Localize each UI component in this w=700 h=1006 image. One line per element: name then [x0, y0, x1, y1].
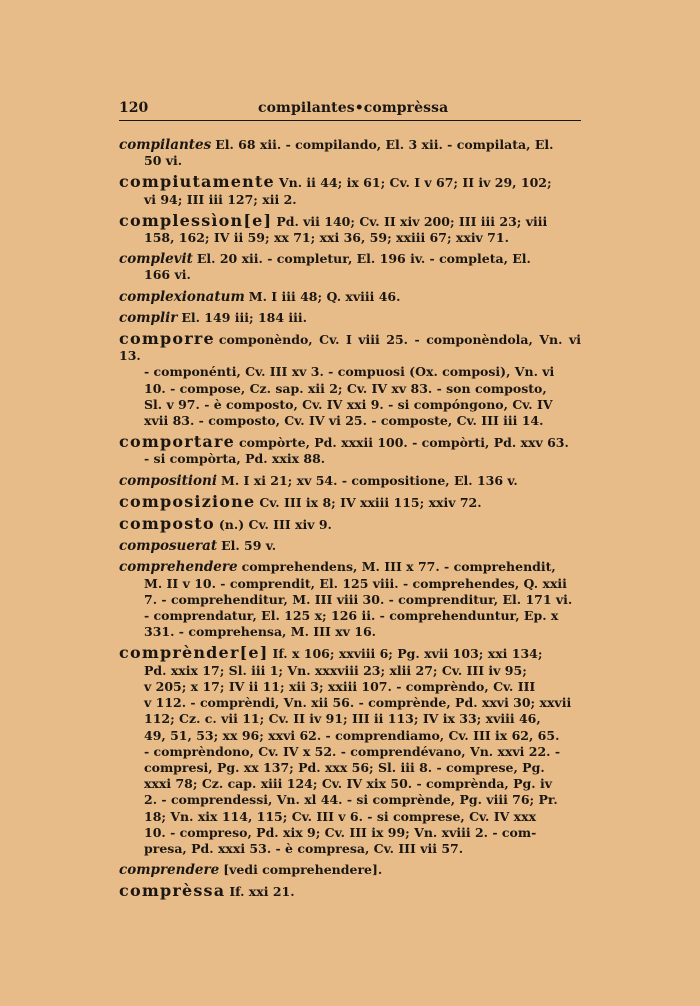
- entry-first-line: [119, 137, 581, 153]
- entry-text: compresi, Pg. xx 137; Pd. xxx 56; Sl. iii 8. - comprese, Pg.: [144, 759, 545, 775]
- entry-continuation-line: [144, 841, 581, 857]
- entry-continuation-line: [144, 230, 581, 246]
- entry-first-line: [119, 251, 581, 267]
- entry-continuation-line: [144, 695, 581, 711]
- entry-text: v 205; x 17; IV ii 11; xii 3; xxiii 107. - comprèndo, Cv. III: [144, 678, 536, 694]
- dictionary-entries: [119, 137, 581, 901]
- dictionary-entry: [119, 516, 581, 533]
- entry-text: [vedi comprehendere].: [223, 862, 383, 878]
- entry-headword: comprèssa: [119, 881, 226, 901]
- dictionary-entry: [119, 251, 581, 283]
- entry-text: v 112. - comprèndi, Vn. xii 56. - comprènde, Pd. xxvi 30; xxvii: [144, 695, 572, 711]
- entry-headword: complevit: [119, 251, 193, 268]
- entry-first-line: [119, 538, 581, 554]
- entry-text: 158, 162; IV ii 59; xx 71; xxi 36, 59; xxiii 67; xxiv 71.: [144, 230, 509, 246]
- entry-headword: comportare: [119, 432, 235, 452]
- page-header: [119, 98, 581, 121]
- entry-continuation-line: [144, 760, 581, 776]
- entry-text: (n.) Cv. III xiv 9.: [218, 517, 332, 533]
- entry-continuation-line: [144, 451, 581, 467]
- entry-first-line: [119, 434, 581, 451]
- dictionary-entry: [119, 491, 581, 511]
- entry-continuation-line: [144, 397, 581, 413]
- page-number: 120: [119, 100, 149, 116]
- entry-text: Cv. III ix 8; IV xxiii 115; xxiv 72.: [259, 494, 482, 510]
- entry-text: presa, Pd. xxxi 53. - è compresa, Cv. III vii 57.: [144, 840, 464, 856]
- entry-headword: compiutamente: [119, 172, 275, 192]
- dictionary-entry: [119, 538, 581, 554]
- entry-first-line: [119, 331, 581, 364]
- entry-first-line: [119, 310, 581, 326]
- dictionary-entry: [119, 137, 581, 169]
- entry-text: 112; Cz. c. vii 11; Cv. II iv 91; III ii 113; IV ix 33; xviii 46,: [144, 711, 541, 727]
- running-head: compilantes•comprèssa: [258, 100, 449, 116]
- entry-headword: composizione: [119, 491, 256, 511]
- entry-first-line: [119, 289, 581, 305]
- entry-first-line: [119, 491, 581, 511]
- entry-continuation-line: [144, 153, 581, 169]
- entry-headword: compositioni: [119, 472, 217, 489]
- entry-text: M. I iii 48; Q. xviii 46.: [248, 288, 401, 304]
- entry-text: comprehendens, M. III x 77. - comprehendit,: [241, 559, 556, 575]
- entry-headword: comprendere: [119, 862, 220, 879]
- entry-headword: comporre: [119, 329, 215, 349]
- entry-headword: complir: [119, 309, 178, 326]
- entry-headword: comprènder[e]: [119, 643, 269, 663]
- entry-continuation-line: [144, 825, 581, 841]
- page: [119, 98, 581, 906]
- entry-headword: composuerat: [119, 538, 218, 555]
- entry-continuation-line: [144, 413, 581, 429]
- entry-text: El. 149 iii; 184 iii.: [181, 309, 308, 325]
- entry-continuation-line: [144, 381, 581, 397]
- entry-text: 2. - comprendessi, Vn. xl 44. - si comprènde, Pg. viii 76; Pr.: [144, 792, 558, 808]
- entry-first-line: [119, 210, 581, 230]
- entry-continuation-line: [144, 576, 581, 592]
- entry-headword: complessìon[e]: [119, 210, 273, 230]
- entry-first-line: [119, 516, 581, 533]
- entry-first-line: [119, 645, 581, 662]
- dictionary-entry: [119, 434, 581, 467]
- entry-first-line: [119, 174, 581, 191]
- entry-continuation-line: [144, 809, 581, 825]
- dictionary-entry: [119, 210, 581, 246]
- entry-text: Pd. vii 140; Cv. II xiv 200; III iii 23; viii: [276, 213, 548, 229]
- entry-text: 18; Vn. xix 114, 115; Cv. III v 6. - si comprese, Cv. IV xxx: [144, 808, 537, 824]
- dictionary-entry: [119, 645, 581, 857]
- entry-text: 10. - compreso, Pd. xix 9; Cv. III ix 99; Vn. xviii 2. - com-: [144, 824, 537, 840]
- entry-first-line: [119, 883, 581, 900]
- entry-text: 331. - comprehensa, M. III xv 16.: [144, 624, 377, 640]
- entry-first-line: [119, 473, 581, 489]
- dictionary-entry: [119, 289, 581, 305]
- entry-continuation-line: [144, 624, 581, 640]
- dictionary-entry: [119, 473, 581, 489]
- dictionary-entry: [119, 883, 581, 900]
- entry-text: - si compòrta, Pd. xxix 88.: [144, 451, 326, 467]
- entry-continuation-line: [144, 192, 581, 208]
- entry-continuation-line: [144, 663, 581, 679]
- entry-continuation-line: [144, 364, 581, 380]
- entry-text: Pd. xxix 17; Sl. iii 1; Vn. xxxviii 23; xlii 27; Cv. III iv 95;: [144, 662, 527, 678]
- entry-continuation-line: [144, 776, 581, 792]
- entry-text: El. 59 v.: [221, 538, 277, 554]
- entry-text: M. II v 10. - comprendit, El. 125 viii. - comprehendes, Q. xxii: [144, 575, 567, 591]
- entry-headword: comprehendere: [119, 559, 238, 576]
- entry-text: 166 vi.: [144, 267, 191, 283]
- entry-text: - comprèndono, Cv. IV x 52. - comprendévano, Vn. xxvi 22. -: [144, 743, 561, 759]
- entry-text: If. xxi 21.: [229, 884, 295, 900]
- entry-text: compòrte, Pd. xxxii 100. - compòrti, Pd. xxv 63.: [239, 435, 569, 451]
- entry-text: 7. - comprehenditur, M. III viii 30. - comprenditur, El. 171 vi.: [144, 591, 573, 607]
- entry-continuation-line: [144, 608, 581, 624]
- dictionary-entry: [119, 862, 581, 878]
- dictionary-entry: [119, 174, 581, 207]
- entry-text: vi 94; III iii 127; xii 2.: [144, 191, 297, 207]
- entry-text: - comprendatur, El. 125 x; 126 ii. - comprehenduntur, Ep. x: [144, 608, 559, 624]
- entry-continuation-line: [144, 267, 581, 283]
- entry-text: xvii 83. - composto, Cv. IV vi 25. - composte, Cv. III iii 14.: [144, 413, 544, 429]
- entry-continuation-line: [144, 728, 581, 744]
- entry-text: If. x 106; xxviii 6; Pg. xvii 103; xxi 134;: [272, 646, 543, 662]
- entry-text: 49, 51, 53; xx 96; xxvi 62. - comprendiamo, Cv. III ix 62, 65.: [144, 727, 560, 743]
- entry-headword: complexionatum: [119, 288, 245, 305]
- entry-text: xxxi 78; Cz. cap. xiii 124; Cv. IV xix 50. - comprènda, Pg. iv: [144, 776, 552, 792]
- dictionary-entry: [119, 310, 581, 326]
- entry-text: Sl. v 97. - è composto, Cv. IV xxi 9. - si compóngono, Cv. IV: [144, 396, 553, 412]
- entry-text: M. I xi 21; xv 54. - compositione, El. 136 v.: [221, 472, 518, 488]
- entry-text: El. 20 xii. - completur, El. 196 iv. - completa, El.: [196, 251, 531, 267]
- entry-first-line: [119, 559, 581, 575]
- entry-text: 50 vi.: [144, 153, 183, 169]
- entry-first-line: [119, 862, 581, 878]
- entry-continuation-line: [144, 592, 581, 608]
- entry-headword: compilantes: [119, 137, 212, 153]
- entry-text: - componénti, Cv. III xv 3. - compuosi (Ox. composi), Vn. vi: [144, 364, 555, 380]
- entry-continuation-line: [144, 711, 581, 727]
- entry-continuation-line: [144, 792, 581, 808]
- entry-headword: composto: [119, 514, 215, 534]
- entry-continuation-line: [144, 744, 581, 760]
- entry-continuation-line: [144, 679, 581, 695]
- entry-text: Vn. ii 44; ix 61; Cv. I v 67; II iv 29, 102;: [278, 175, 552, 191]
- dictionary-entry: [119, 331, 581, 429]
- dictionary-entry: [119, 559, 581, 640]
- entry-text: 10. - compose, Cz. sap. xii 2; Cv. IV xv 83. - son composto,: [144, 380, 547, 396]
- entry-text: componèndo, Cv. I viii 25. - componèndola, Vn. vi 13.: [119, 332, 581, 364]
- entry-text: El. 68 xii. - compilando, El. 3 xii. - compilata, El.: [215, 137, 554, 152]
